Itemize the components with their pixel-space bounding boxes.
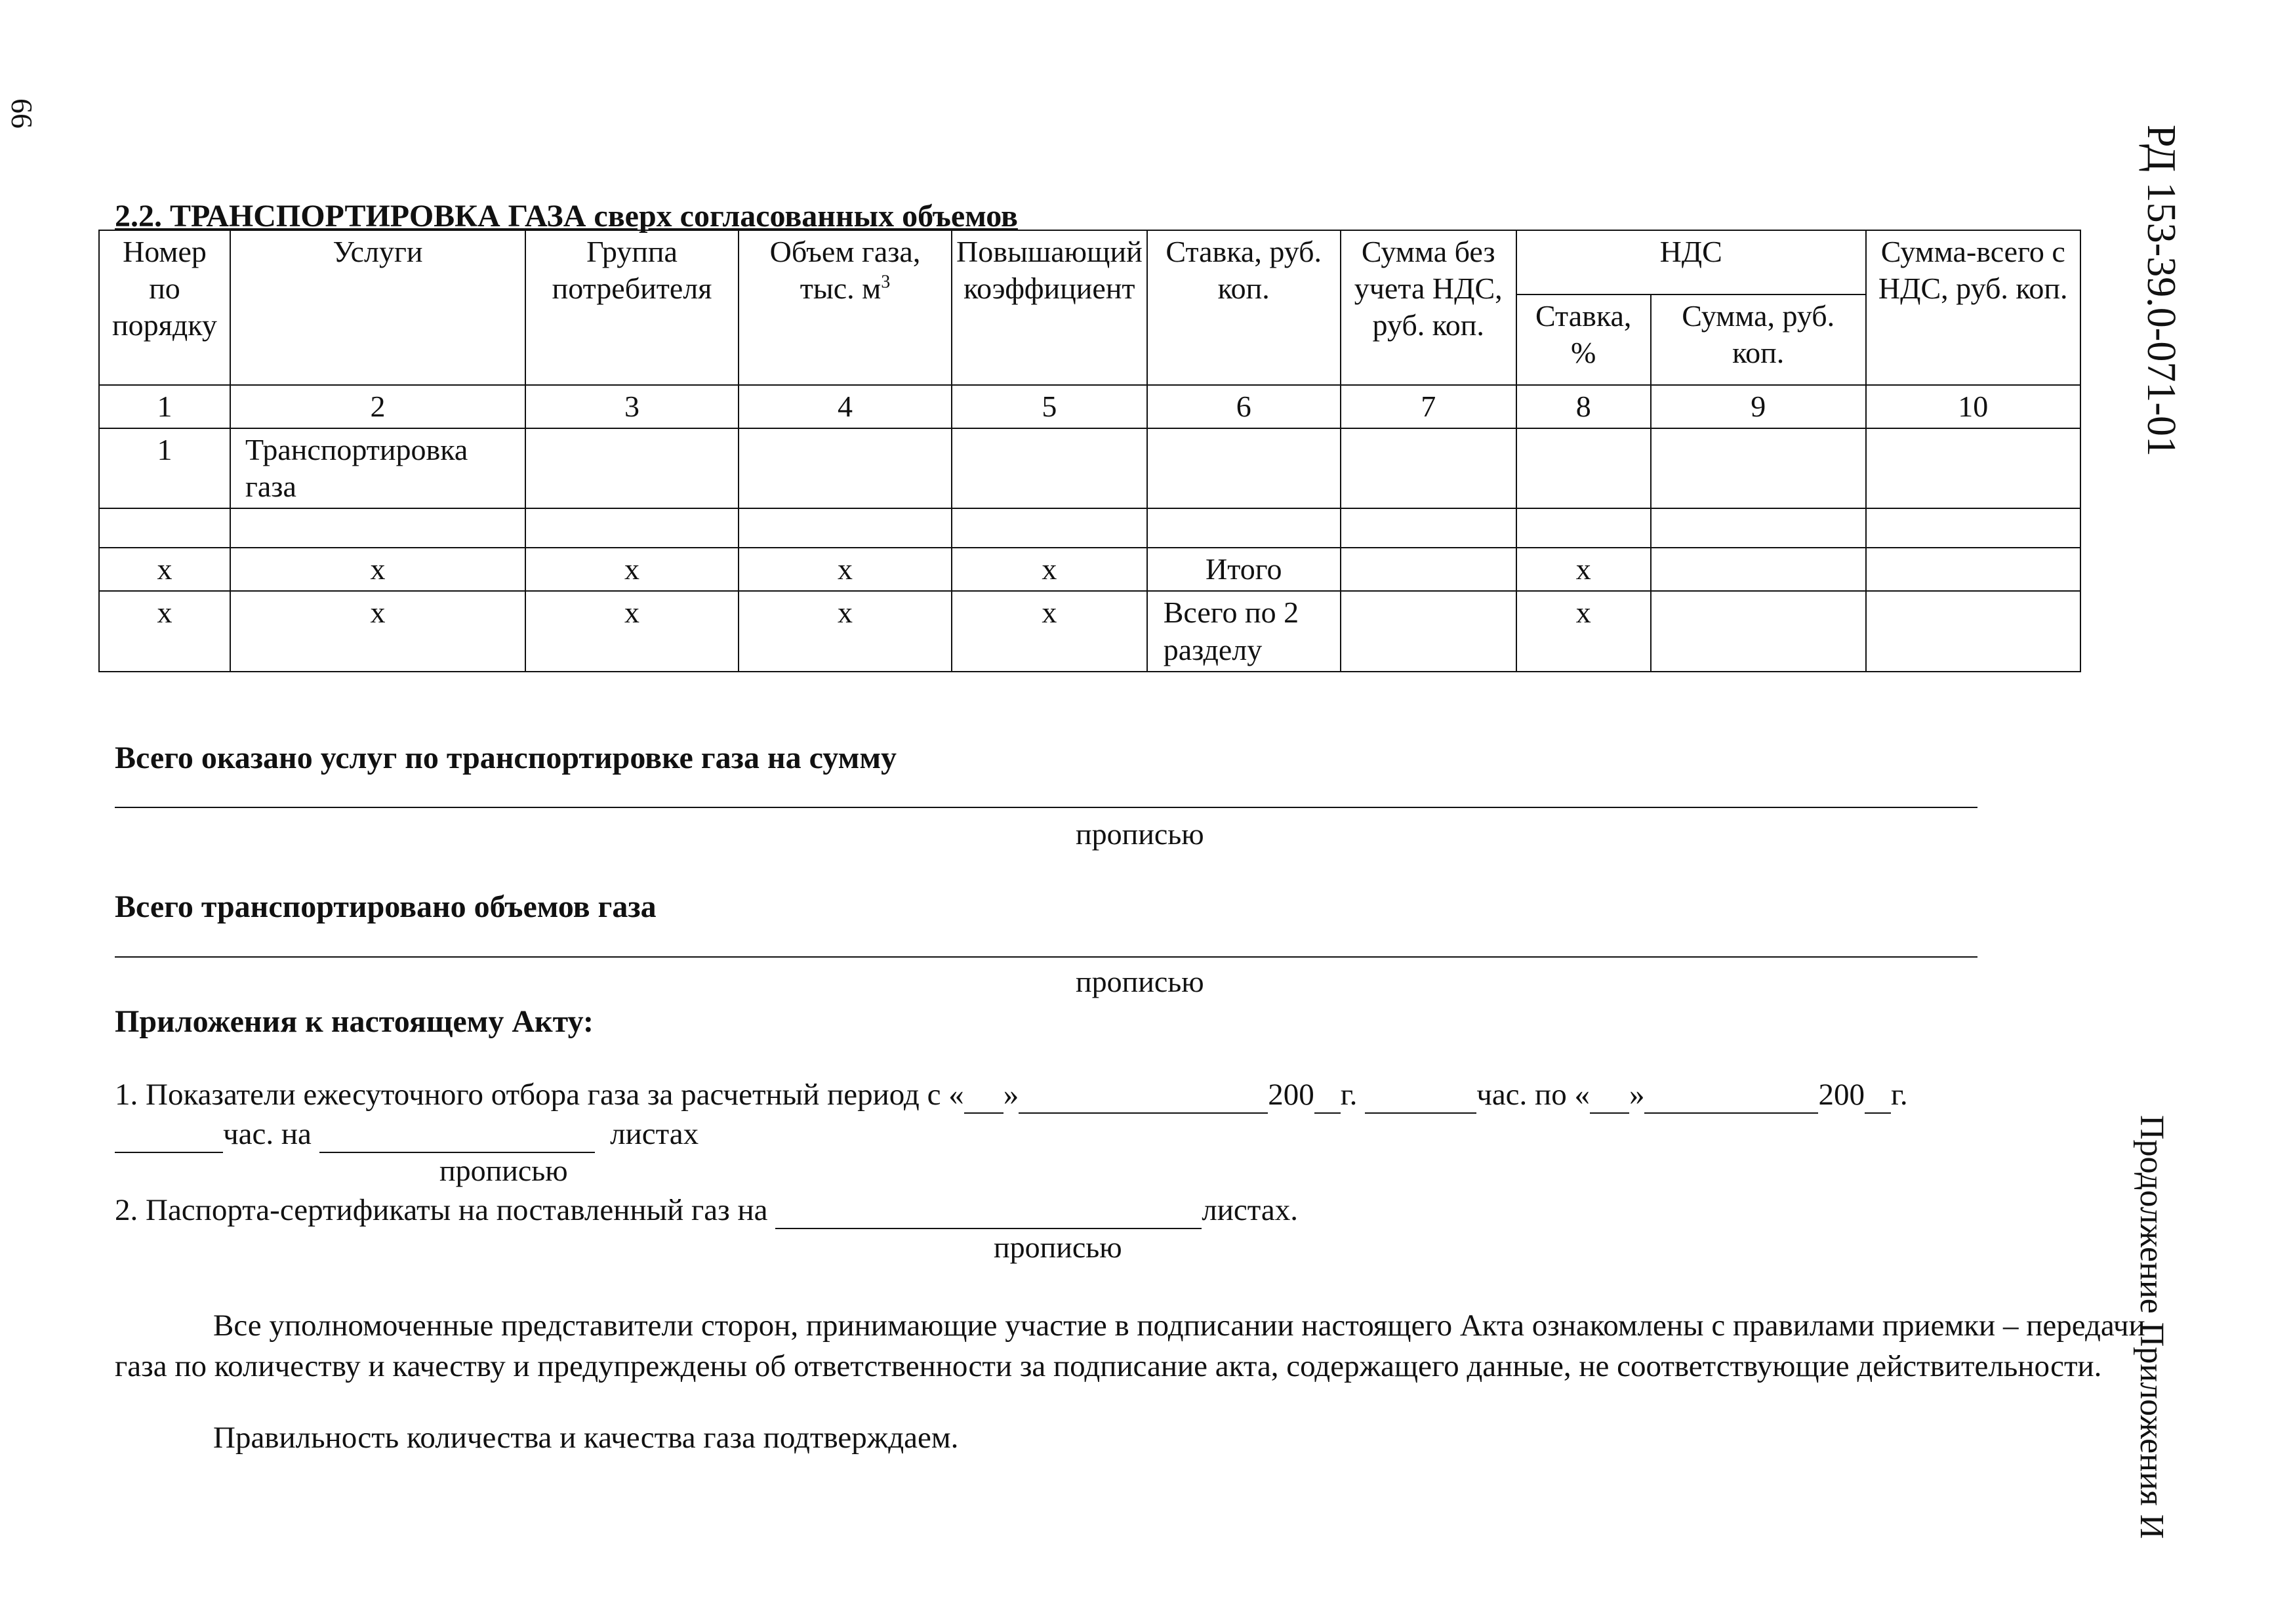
day-blank[interactable] <box>1590 1077 1629 1114</box>
header-gas-volume-text: Объем газа, тыс. м <box>769 235 921 306</box>
table-cell <box>1651 428 1866 508</box>
header-services: Услуги <box>230 230 525 385</box>
table-cell: х <box>739 591 952 671</box>
column-number: 8 <box>1516 385 1651 428</box>
table-cell <box>1341 428 1516 508</box>
appendix-item-1-line-2 <box>115 1116 699 1153</box>
table-cell <box>952 428 1147 508</box>
table-cell: х <box>525 591 739 671</box>
table-cell: х <box>1516 548 1651 591</box>
table-cell <box>1866 508 2080 548</box>
header-sum-without-vat: Сумма без учета НДС, руб. коп. <box>1341 230 1516 385</box>
table-cell <box>1651 508 1866 548</box>
header-gas-volume <box>739 230 952 385</box>
table-cell <box>739 508 952 548</box>
table-cell <box>1651 548 1866 591</box>
column-number: 5 <box>952 385 1147 428</box>
appendix-1-hour-to: час. по « <box>1476 1078 1590 1112</box>
appendix-2-text: 2. Паспорта-сертификаты на поставленный газ на <box>115 1193 768 1227</box>
in-words-caption: прописью <box>439 1154 568 1187</box>
volume-total-label: Всего транспортировано объемов газа <box>115 889 657 924</box>
header-total-with-vat: Сумма-всего с НДС, руб. коп. <box>1866 230 2080 385</box>
appendices-title: Приложения к настоящему Акту: <box>115 1004 594 1039</box>
services-total-label: Всего оказано услуг по транспортировке газа на сумму <box>115 741 897 775</box>
appendix-1-quote: » <box>1003 1078 1019 1112</box>
column-number: 7 <box>1341 385 1516 428</box>
appendix-1-year: 200 <box>1268 1078 1314 1112</box>
appendix-1-quote: » <box>1629 1078 1645 1112</box>
transport-table <box>98 230 2081 672</box>
column-number: 9 <box>1651 385 1866 428</box>
appendix-1-sheets: листах <box>610 1117 699 1151</box>
table-cell: х <box>952 591 1147 671</box>
appendix-item-1 <box>115 1077 1908 1114</box>
table-cell <box>230 508 525 548</box>
header-coefficient: Повышающий коэффициент <box>952 230 1147 385</box>
table-cell: Транспортировка газа <box>230 428 525 508</box>
table-cell <box>1866 548 2080 591</box>
table-cell: х <box>525 548 739 591</box>
table-cell: х <box>99 548 230 591</box>
sheets-blank[interactable] <box>775 1192 1202 1229</box>
hour-blank[interactable] <box>1365 1077 1476 1114</box>
table-row <box>99 508 2080 548</box>
volume-total-line <box>115 956 1977 958</box>
year-blank[interactable] <box>1865 1077 1891 1114</box>
header-row-1 <box>99 230 2080 294</box>
column-number: 6 <box>1147 385 1341 428</box>
month-blank[interactable] <box>1644 1077 1818 1114</box>
table-cell: х <box>952 548 1147 591</box>
cubic-superscript: 3 <box>881 272 891 293</box>
closing-paragraph: Все уполномоченные представители сторон, принимающие участие в подписании настоящего Акта ознакомлены с правилами приемки – передачи газа по количеству и качеству и предупреждены об ответственности за подписание акта, содержащего данные, не соответствующие действительности. <box>115 1309 2145 1384</box>
table-cell: Всего по 2 разделу <box>1147 591 1341 671</box>
table-row <box>99 428 2080 508</box>
column-number: 2 <box>230 385 525 428</box>
confirmation-text: Правильность количества и качества газа подтверждаем. <box>213 1421 959 1455</box>
continuation-note: Продолжение Приложения И <box>2133 1115 2170 1539</box>
appendix-1-text: 1. Показатели ежесуточного отбора газа за расчетный период с « <box>115 1078 964 1112</box>
table-cell: Итого <box>1147 548 1341 591</box>
in-words-caption: прописью <box>994 1230 1122 1264</box>
month-blank[interactable] <box>1019 1077 1268 1114</box>
column-number: 1 <box>99 385 230 428</box>
table-cell: х <box>1516 591 1651 671</box>
table-cell <box>525 428 739 508</box>
column-number: 4 <box>739 385 952 428</box>
header-row-number: Номер по порядку <box>99 230 230 385</box>
table-cell: х <box>230 591 525 671</box>
table-cell <box>1516 428 1651 508</box>
header-vat-sum: Сумма, руб. коп. <box>1651 294 1866 385</box>
column-number: 3 <box>525 385 739 428</box>
appendix-2-sheets: листах. <box>1202 1193 1298 1227</box>
document-code: РД 153-39.0-071-01 <box>2139 125 2183 457</box>
header-vat-group: НДС <box>1516 230 1866 294</box>
table-cell <box>1341 548 1516 591</box>
table-cell <box>1341 591 1516 671</box>
header-vat-rate: Ставка, % <box>1516 294 1651 385</box>
section-total-row <box>99 591 2080 671</box>
table-cell <box>1866 428 2080 508</box>
section-title: 2.2. ТРАНСПОРТИРОВКА ГАЗА сверх согласованных объемов <box>115 199 1018 233</box>
header-rate: Ставка, руб. коп. <box>1147 230 1341 385</box>
column-number: 10 <box>1866 385 2080 428</box>
appendix-1-year-suffix: г. <box>1890 1078 1908 1112</box>
table-cell <box>1651 591 1866 671</box>
sheets-blank[interactable] <box>319 1116 595 1153</box>
table-cell: х <box>739 548 952 591</box>
table-cell <box>1147 508 1341 548</box>
appendix-item-2 <box>115 1192 1298 1229</box>
table-cell <box>1147 428 1341 508</box>
table-cell <box>1341 508 1516 548</box>
table-cell <box>952 508 1147 548</box>
appendix-1-hour-on: час. на <box>223 1117 312 1151</box>
year-blank[interactable] <box>1314 1077 1341 1114</box>
services-total-line <box>115 807 1977 808</box>
table-cell: х <box>230 548 525 591</box>
in-words-caption: прописью <box>1076 965 1204 998</box>
in-words-caption: прописью <box>1076 817 1204 851</box>
table-cell <box>99 508 230 548</box>
table-cell <box>739 428 952 508</box>
hour-blank[interactable] <box>115 1116 223 1153</box>
day-blank[interactable] <box>964 1077 1004 1114</box>
column-number-row <box>99 385 2080 428</box>
page-number: 66 <box>5 98 39 129</box>
table-cell: 1 <box>99 428 230 508</box>
table-cell <box>525 508 739 548</box>
table-cell: х <box>99 591 230 671</box>
appendix-1-year-suffix: г. <box>1340 1078 1358 1112</box>
table-cell <box>1866 591 2080 671</box>
appendix-1-year: 200 <box>1818 1078 1865 1112</box>
total-row <box>99 548 2080 591</box>
header-consumer-group: Группа потребителя <box>525 230 739 385</box>
table-cell <box>1516 508 1651 548</box>
